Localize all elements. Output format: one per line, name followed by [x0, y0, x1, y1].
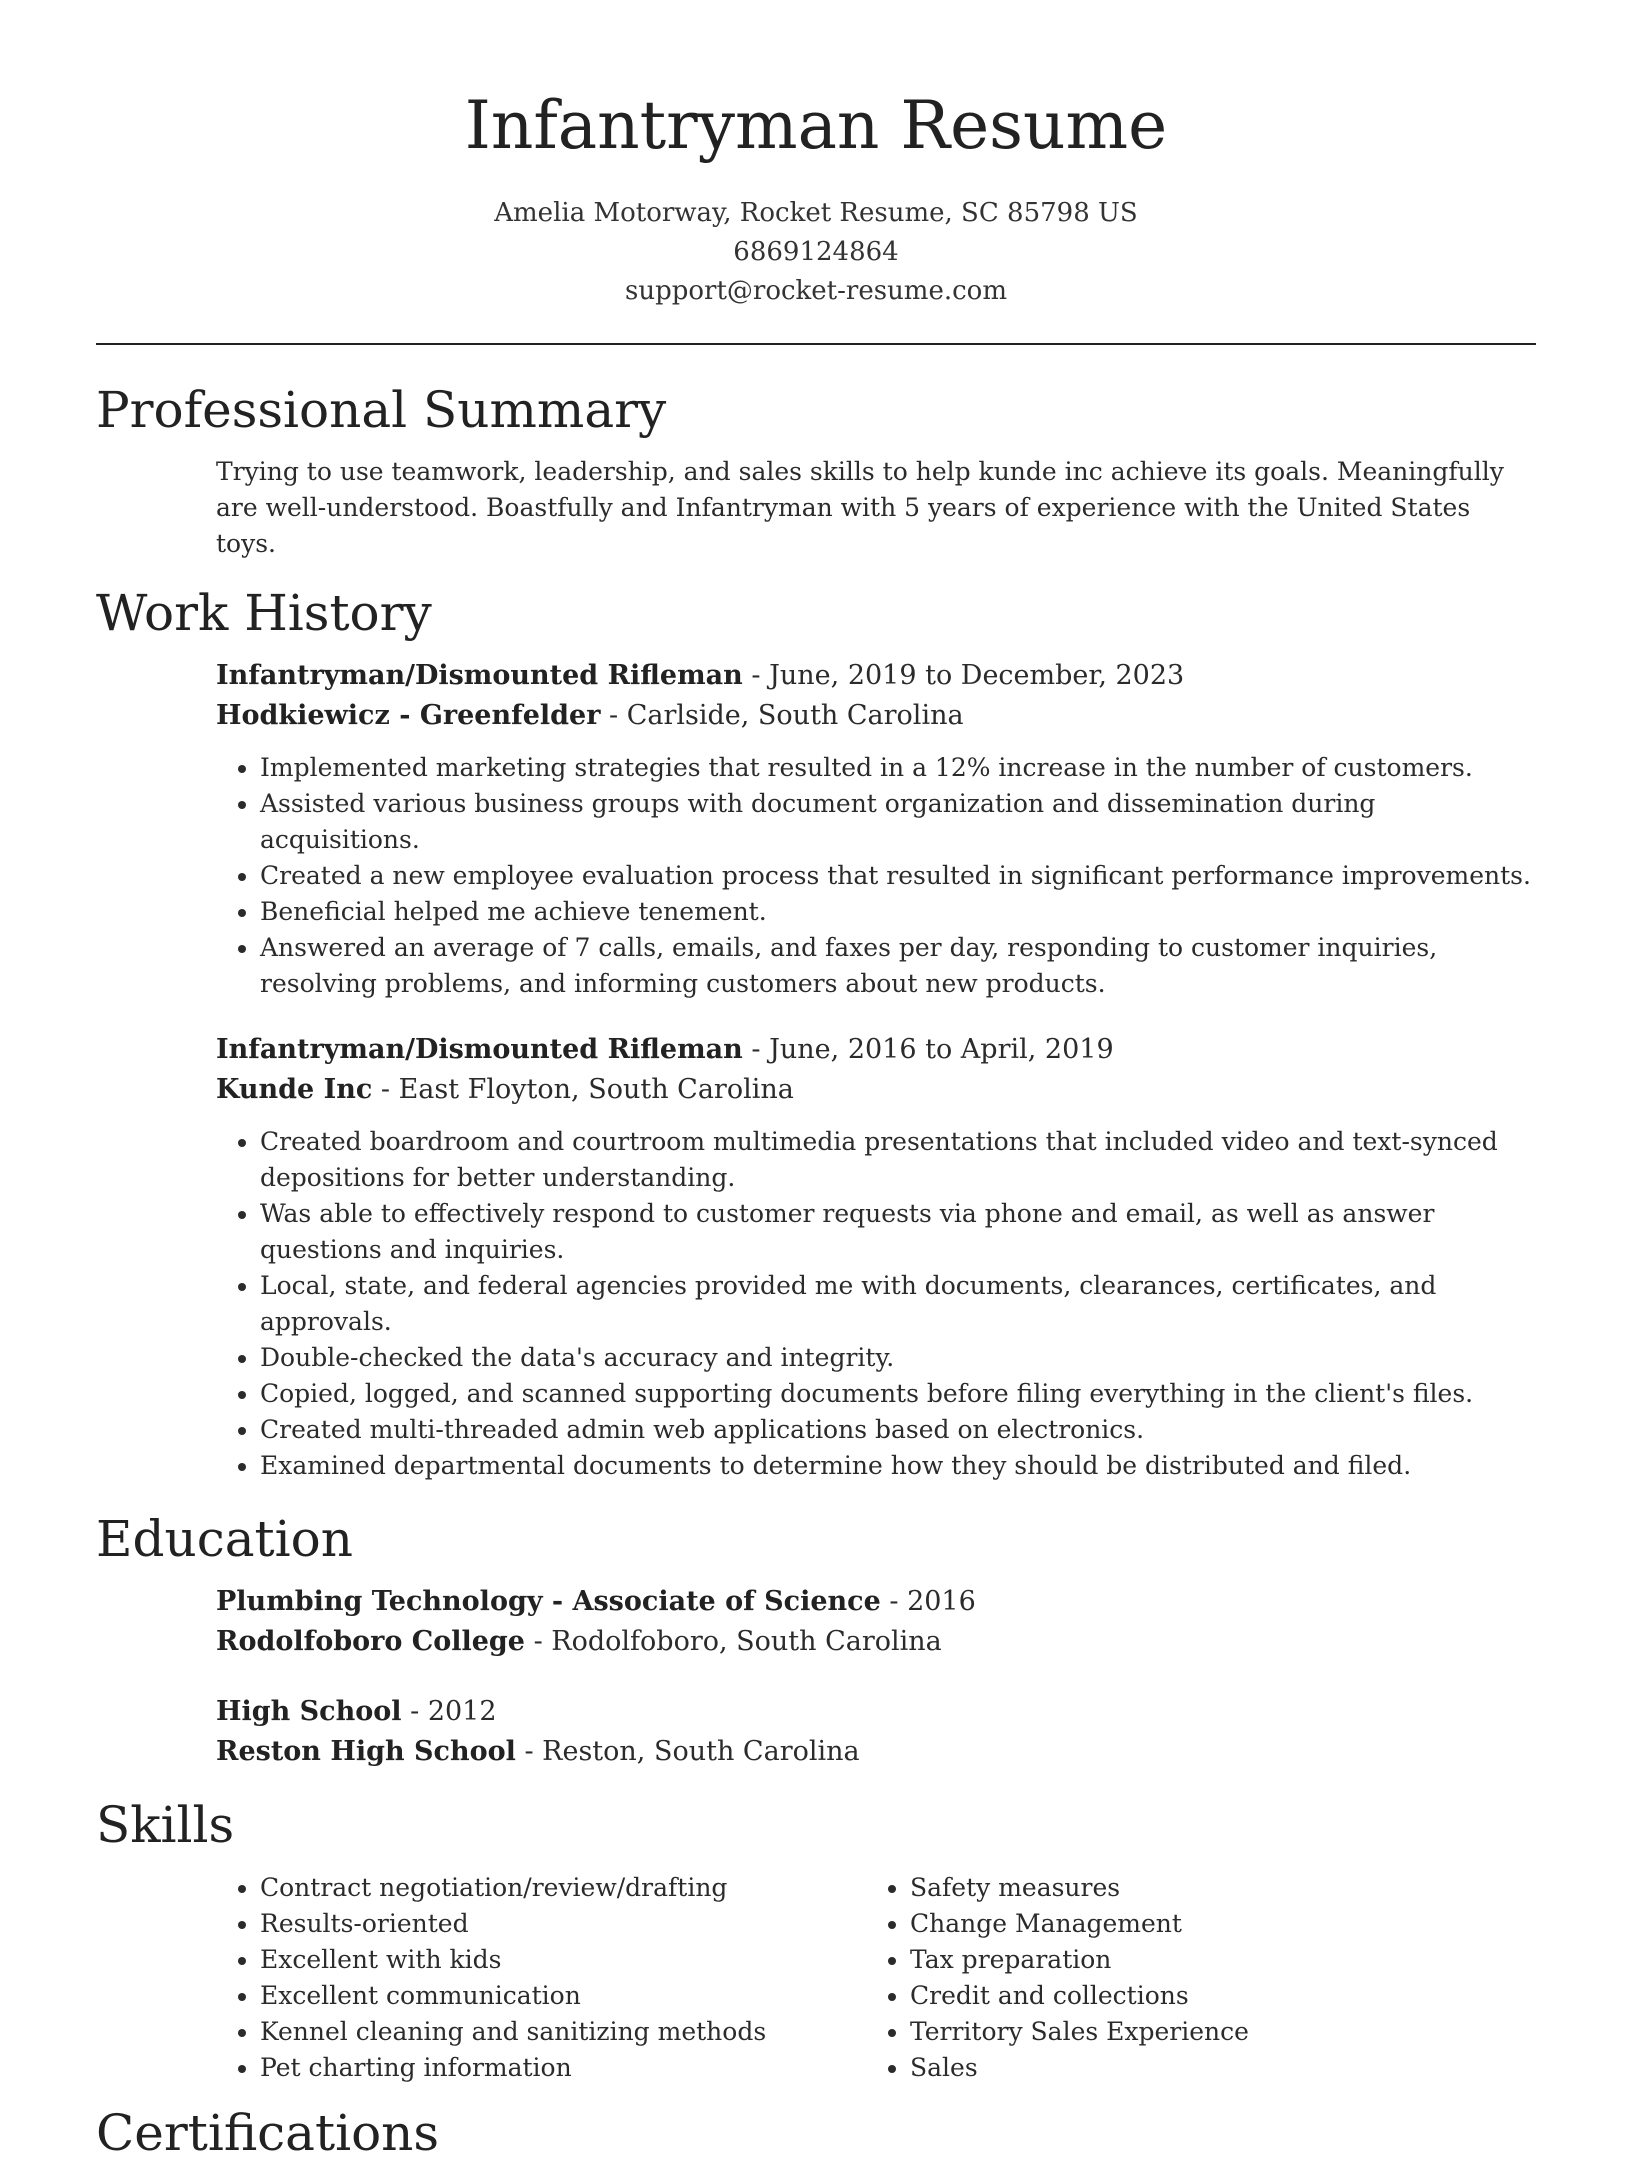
skill-item: • Credit and collections [910, 1978, 1516, 2014]
section-title-certifications: Certifications [96, 2104, 440, 2162]
education-entry [216, 1582, 1536, 1662]
summary-section [96, 379, 1536, 562]
contact-block [96, 194, 1536, 311]
job-bullet: • Created multi-threaded admin web applications based on electronics. [260, 1412, 1536, 1448]
education-degree-line [216, 1582, 1536, 1622]
education-school-line [216, 1622, 1536, 1662]
job-bullet: • Assisted various business groups with document organization and dissemination during acquisitions. [260, 786, 1536, 858]
education-entry [216, 1692, 1536, 1772]
job-title-line [216, 1030, 1536, 1070]
education-degree-line [216, 1692, 1536, 1732]
skill-item: • Excellent communication [260, 1978, 866, 2014]
skill-item: • Pet charting information [260, 2050, 866, 2086]
job-bullet: • Created a new employee evaluation process that resulted in significant performance improvements. [260, 858, 1536, 894]
resume-page [96, 0, 1536, 2164]
job-bullet: • Was able to effectively respond to customer requests via phone and email, as well as answer questions and inquiries. [260, 1196, 1536, 1268]
job-bullets [216, 750, 1536, 1002]
skill-item: • Kennel cleaning and sanitizing methods [260, 2014, 866, 2050]
skills-columns [216, 1870, 1536, 2086]
skill-item: • Contract negotiation/review/drafting [260, 1870, 866, 1906]
skills-list-right [866, 1870, 1516, 2086]
skills-column-left [216, 1870, 866, 2086]
education-degree: High School [216, 1696, 402, 1727]
education-school-line [216, 1732, 1536, 1772]
education-section [96, 1508, 1536, 1772]
skill-item: • Safety measures [910, 1870, 1516, 1906]
section-title-skills: Skills [96, 1796, 235, 1854]
skills-list-left [216, 1870, 866, 2086]
skills-section [96, 1794, 1536, 2086]
education-year: - 2012 [401, 1696, 497, 1727]
section-title-education: Education [96, 1510, 353, 1568]
job-bullet: • Created boardroom and courtroom multimedia presentations that included video and text-synced depositions for better understanding. [260, 1124, 1536, 1196]
certifications-section [96, 2102, 1536, 2164]
resume-title: Infantryman Resume [464, 87, 1168, 164]
education-degree: Plumbing Technology - Associate of Science [216, 1586, 881, 1617]
job-bullet: • Local, state, and federal agencies provided me with documents, clearances, certificates, and approvals. [260, 1268, 1536, 1340]
job-title-line [216, 656, 1536, 696]
job-bullets [216, 1124, 1536, 1484]
job-company-line [216, 696, 1536, 736]
skills-column-right [866, 1870, 1516, 2086]
skill-item: • Results-oriented [260, 1906, 866, 1942]
job-bullet: • Copied, logged, and scanned supporting documents before filing everything in the client's files. [260, 1376, 1536, 1412]
job-dates: - June, 2016 to April, 2019 [742, 1034, 1114, 1065]
job-bullet: • Beneficial helped me achieve tenement. [260, 894, 1536, 930]
job-bullet: • Implemented marketing strategies that resulted in a 12% increase in the number of customers. [260, 750, 1536, 786]
job-location: - East Floyton, South Carolina [372, 1074, 794, 1105]
education-location: - Rodolfoboro, South Carolina [524, 1626, 942, 1657]
job-company: Kunde Inc [216, 1074, 373, 1105]
job-company: Hodkiewicz - Greenfelder [216, 700, 601, 731]
skill-item: • Tax preparation [910, 1942, 1516, 1978]
job-dates: - June, 2019 to December, 2023 [742, 660, 1185, 691]
education-school: Rodolfoboro College [216, 1626, 525, 1657]
contact-email: support@rocket-resume.com [624, 276, 1007, 306]
job-bullet: • Examined departmental documents to determine how they should be distributed and filed. [260, 1448, 1536, 1484]
section-title-work: Work History [96, 584, 432, 642]
job-bullet: • Double-checked the data's accuracy and integrity. [260, 1340, 1536, 1376]
job-entry [216, 656, 1536, 1002]
job-company-line [216, 1070, 1536, 1110]
job-title: Infantryman/Dismounted Rifleman [216, 1034, 743, 1065]
section-title-summary: Professional Summary [96, 381, 667, 439]
header-divider [96, 343, 1536, 345]
job-location: - Carlside, South Carolina [600, 700, 964, 731]
education-location: - Reston, South Carolina [515, 1736, 860, 1767]
education-year: - 2016 [880, 1586, 976, 1617]
skill-item: • Territory Sales Experience [910, 2014, 1516, 2050]
education-school: Reston High School [216, 1736, 516, 1767]
job-bullet: • Answered an average of 7 calls, emails, and faxes per day, responding to customer inquiries, resolving problems, and informing customers about new products. [260, 930, 1536, 1002]
job-entry [216, 1030, 1536, 1484]
contact-address: Amelia Motorway, Rocket Resume, SC 85798 US [494, 198, 1138, 228]
resume-header [96, 0, 1536, 311]
skill-item: • Change Management [910, 1906, 1516, 1942]
skill-item: • Sales [910, 2050, 1516, 2086]
work-section [96, 582, 1536, 1484]
summary-text: Trying to use teamwork, leadership, and sales skills to help kunde inc achieve its goals. Meaningfully are well-understood. Boastfully and Infantryman with 5 years of experience with the United States toys. [216, 457, 1504, 558]
job-title: Infantryman/Dismounted Rifleman [216, 660, 743, 691]
skill-item: • Excellent with kids [260, 1942, 866, 1978]
contact-phone: 6869124864 [733, 237, 899, 267]
